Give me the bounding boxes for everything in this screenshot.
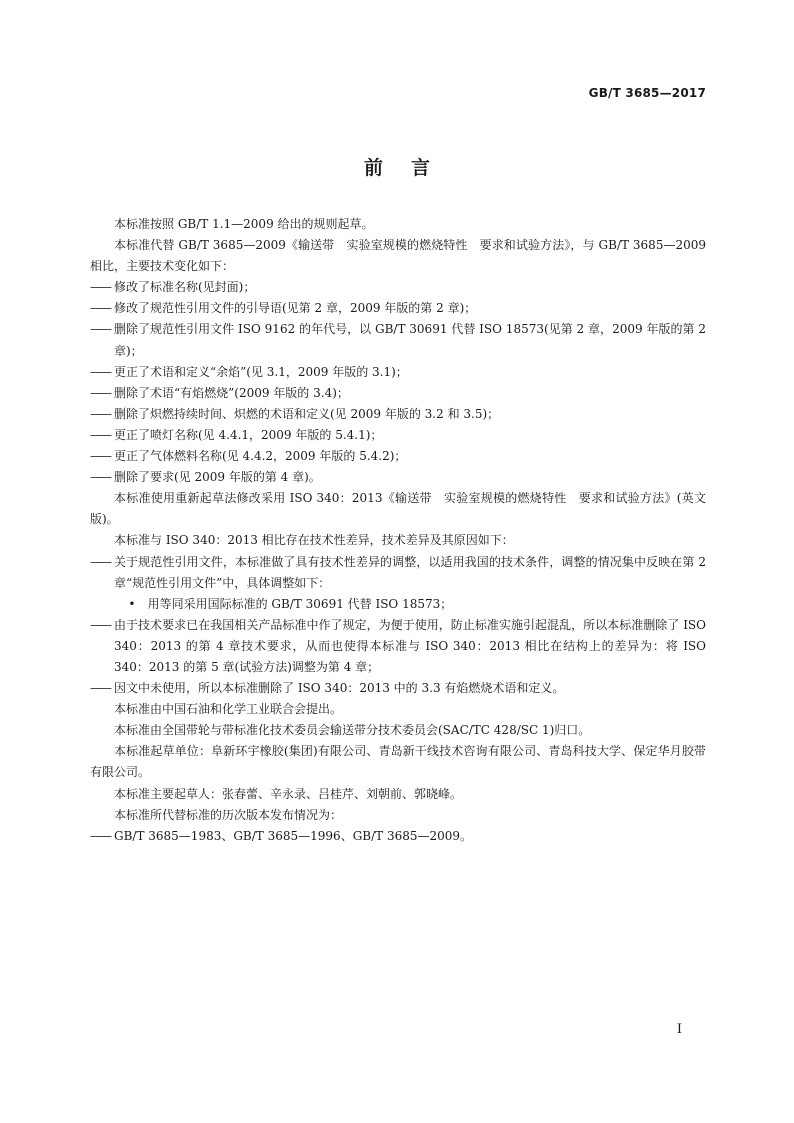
dash-marker: —— — [90, 470, 110, 485]
list-item-text: 删除了炽燃持续时间、炽燃的术语和定义(见 2009 年版的 3.2 和 3.5)； — [114, 406, 500, 421]
dash-marker: —— — [90, 364, 110, 379]
paragraph: 本标准由全国带轮与带标准化技术委员会输送带分技术委员会(SAC/TC 428/SC 1)归口。 — [114, 723, 591, 738]
dash-list-item — [90, 552, 706, 594]
dash-list-item — [90, 678, 706, 699]
paragraph: 本标准使用重新起草法修改采用 ISO 340：2013《输送带 实验室规模的燃烧特性 要求和试验方法》(英文版)。 — [90, 491, 706, 527]
list-item-text: 更正了术语和定义“余焰”(见 3.1，2009 年版的 3.1)； — [114, 364, 408, 379]
list-item-text: 删除了要求(见 2009 年版的第 4 章)。 — [114, 470, 321, 485]
list-item-text: 由于技术要求已在我国相关产品标准中作了规定，为便于使用，防止标准实施引起混乱，所以本标准删除了 ISO 340：2013 的第 4 章技术要求，从而也使得本标准与 ISO 340：2013 相比在结构上的差异为：将 ISO 340：2013 的第 5 章(试验方法)调整为第 4 章； — [114, 617, 706, 674]
paragraph: 本标准起草单位：阜新环宇橡胶(集团)有限公司、青岛新干线技术咨询有限公司、青岛科技大学、保定华月胶带有限公司。 — [90, 744, 706, 780]
bullet-marker: • — [128, 596, 136, 611]
dash-marker: —— — [90, 406, 110, 421]
page-number: I — [676, 1022, 682, 1037]
dash-list-item — [90, 362, 706, 383]
dash-marker: —— — [90, 617, 110, 632]
dash-list-item — [90, 383, 706, 404]
list-item-text: 因文中未使用，所以本标准删除了 ISO 340：2013 中的 3.3 有焰燃烧术语和定义。 — [114, 681, 565, 696]
dash-list-item — [90, 467, 706, 488]
dash-marker: —— — [90, 385, 110, 400]
paragraph: 本标准主要起草人：张春蕾、辛永录、吕桂芹、刘朝前、郭晓峰。 — [114, 786, 463, 801]
paragraph: 本标准与 ISO 340：2013 相比存在技术性差异，技术差异及其原因如下： — [114, 533, 514, 548]
list-item-text: 更正了喷灯名称(见 4.4.1，2009 年版的 5.4.1)； — [114, 427, 383, 442]
dash-list-item — [90, 319, 706, 361]
dash-marker: —— — [90, 301, 110, 316]
dash-list-item — [90, 446, 706, 467]
dash-list-item — [90, 615, 706, 678]
dash-list-item — [90, 826, 706, 847]
paragraph: 本标准所代替标准的历次版本发布情况为： — [114, 807, 343, 822]
list-item-text: 修改了规范性引用文件的引导语(见第 2 章，2009 年版的第 2 章)； — [114, 301, 477, 316]
list-item-text: GB/T 3685—1983、GB/T 3685—1996、GB/T 3685—2009。 — [114, 828, 473, 843]
dash-list-item — [90, 425, 706, 446]
list-item-text: 用等同采用国际标准的 GB/T 30691 代替 ISO 18573； — [147, 596, 453, 611]
dash-marker: —— — [90, 322, 110, 337]
paragraph: 本标准按照 GB/T 1.1—2009 给出的规则起草。 — [114, 217, 374, 231]
list-item-text: 删除了术语“有焰燃烧”(2009 年版的 3.4)； — [114, 385, 349, 400]
list-item-text: 修改了标准名称(见封面)； — [114, 280, 256, 295]
page-title: 前言 — [363, 157, 458, 179]
dash-marker: —— — [90, 449, 110, 464]
dash-list-item — [90, 404, 706, 425]
dash-marker: —— — [90, 280, 110, 295]
list-item-text: 关于规范性引用文件，本标准做了具有技术性差异的调整，以适用我国的技术条件，调整的情况集中反映在第 2 章“规范性引用文件”中，具体调整如下： — [114, 554, 706, 590]
dash-marker: —— — [90, 427, 110, 442]
standard-code: GB/T 3685—2017 — [588, 86, 706, 100]
list-item-text: 更正了气体燃料名称(见 4.4.2，2009 年版的 5.4.2)； — [114, 449, 407, 464]
dash-marker: —— — [90, 681, 110, 696]
document-body — [90, 214, 706, 847]
paragraph: 本标准代替 GB/T 3685—2009《输送带 实验室规模的燃烧特性 要求和试验方法》，与 GB/T 3685—2009 相比，主要技术变化如下： — [90, 238, 706, 274]
dash-marker: —— — [90, 554, 110, 569]
dash-list-item — [90, 298, 706, 319]
dash-list-item — [90, 277, 706, 298]
list-item-text: 删除了规范性引用文件 ISO 9162 的年代号，以 GB/T 30691 代替 ISO 18573(见第 2 章，2009 年版的第 2 章)； — [114, 322, 706, 358]
bullet-list-item — [90, 594, 706, 615]
dash-marker: —— — [90, 828, 110, 843]
paragraph: 本标准由中国石油和化学工业联合会提出。 — [114, 702, 343, 717]
